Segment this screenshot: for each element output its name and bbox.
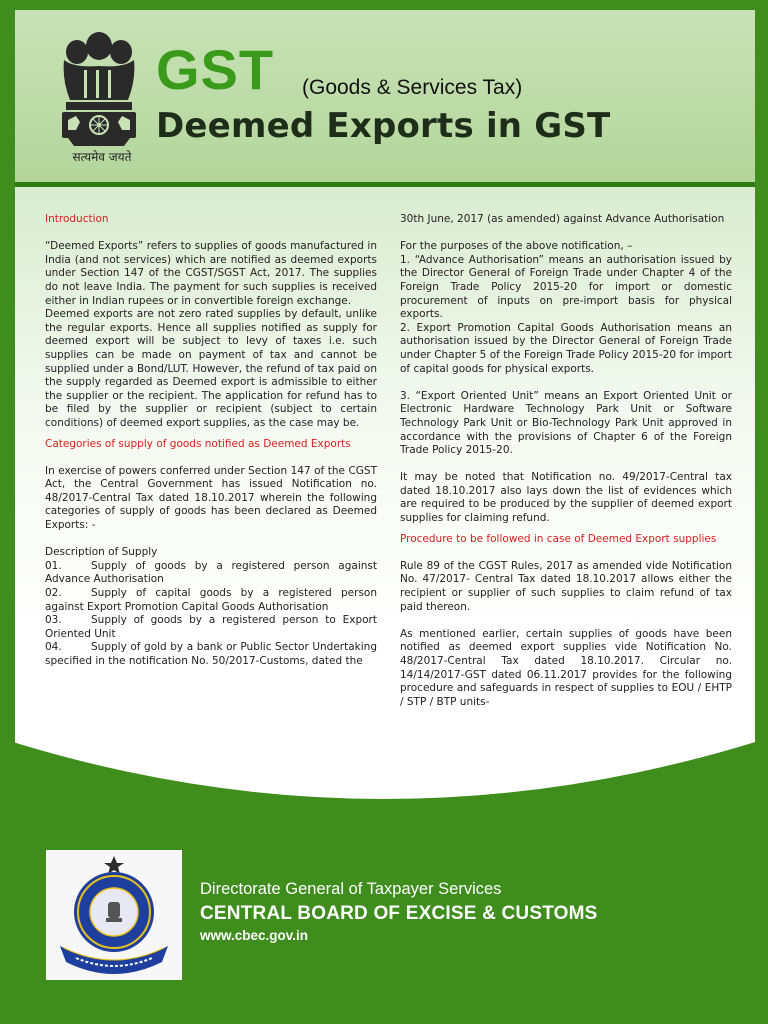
left-column <box>45 213 377 669</box>
gst-heading: GST <box>156 38 275 101</box>
definition-advance-authorisation: 1. “Advance Authorisation” means an authorisation issued by the Director General of Foreign Trade under Chapter 4 of the Foreign Trade Policy 2015-20 for import or domestic procurement of inputs on pre-import basis for physical exports. <box>400 253 732 321</box>
supply-item: 04. Supply of gold by a bank or Public Sector Undertaking specified in the notification No. 50/2017-Customs, dated the <box>45 641 377 667</box>
description-label: Description of Supply <box>45 546 158 559</box>
footer-directorate: Directorate General of Taxpayer Services <box>200 880 502 898</box>
procedure-paragraph-1: Rule 89 of the CGST Rules, 2017 as amended vide Notification No. 47/2017- Central Tax dated 18.10.2017 allows either the recipient or supplier of such supplies to claim refund of tax paid thereon. <box>400 559 732 613</box>
gst-full-form: (Goods & Services Tax) <box>302 76 523 99</box>
supply-item: 02. Supply of capital goods by a registered person against Export Promotion Capital Goods Authorisation <box>45 587 377 613</box>
footer-board-name: CENTRAL BOARD OF EXCISE & CUSTOMS <box>200 903 598 924</box>
categories-paragraph: In exercise of powers conferred under Section 147 of the CGST Act, the Central Government has issued Notification no. 48/2017-Central Tax dated 18.10.2017 wherein the following categories of supply of goods has been declared as Deemed Exports: - <box>45 464 377 532</box>
emblem-motto: सत्यमेव जयते <box>72 150 132 164</box>
intro-paragraph-1: “Deemed Exports” refers to supplies of goods manufactured in India (and not services) which are notified as deemed exports under Section 147 of the CGST/SGST Act, 2017. The supplies do not leave India. The payment for such supplies is received either in Indian rupees or in convertible foreign exchange. <box>45 240 377 307</box>
continued-text: 30th June, 2017 (as amended) against Advance Authorisation <box>400 213 725 225</box>
intro-heading: Introduction <box>45 213 109 225</box>
supply-item: 01. Supply of goods by a registered person against Advance Authorisation <box>45 559 377 586</box>
purposes-text: For the purposes of the above notification, – <box>400 240 633 253</box>
intro-paragraph-2: Deemed exports are not zero rated supplies by default, unlike the regular exports. Hence all supplies notified as supply for deemed export will be subject to levy of taxes i.e. such supplies can be made on payment of tax and cannot be supplied under a Bond/LUT. However, the refund of tax paid on the supply regarded as Deemed export is admissible to either the supplier or the recipient. The application for refund has to be filed by the supplier or recipient (subject to certain conditions) of deemed export supplies, as the case may be. <box>45 308 377 429</box>
evidence-note: It may be noted that Notification no. 49/2017-Central tax dated 18.10.2017 also lays down the list of evidences which are required to be produced by the supplier of deemed export supplies for claiming refund. <box>400 471 732 525</box>
right-column <box>400 213 732 709</box>
definition-epcg: 2. Export Promotion Capital Goods Authorisation means an authorisation issued by the Director General of Foreign Trade under Chapter 5 of the Foreign Trade Policy 2015-20 for import of capital goods for physical exports. <box>400 321 732 375</box>
supply-item: 03. Supply of goods by a registered person to Export Oriented Unit <box>45 614 377 640</box>
footer-website-link[interactable]: www.cbec.gov.in <box>200 928 309 943</box>
cbec-logo-box <box>46 850 182 980</box>
categories-heading: Categories of supply of goods notified as Deemed Exports <box>45 437 351 450</box>
definition-eou: 3. “Export Oriented Unit” means an Export Oriented Unit or Electronic Hardware Technology Park Unit or Software Technology Park Unit or Bio-Technology Park Unit approved in accordance with the provisions of Chapter 6 of the Foreign Trade Policy 2015-20. <box>400 389 732 457</box>
procedure-paragraph-2: As mentioned earlier, certain supplies of goods have been notified as deemed export supplies vide Notification No. 48/2017-Central Tax dated 18.10.2017. Circular no. 14/14/2017-GST dated 06.11.2017 provides for the following procedure and safeguards in respect of supplies to EOU / EHTP / STP / BTP units- <box>400 627 732 708</box>
procedure-heading: Procedure to be followed in case of Deemed Export supplies <box>400 532 717 545</box>
cbec-logo-icon <box>46 850 182 980</box>
page-title: Deemed Exports in GST <box>156 106 611 146</box>
footer-curve <box>0 700 768 840</box>
